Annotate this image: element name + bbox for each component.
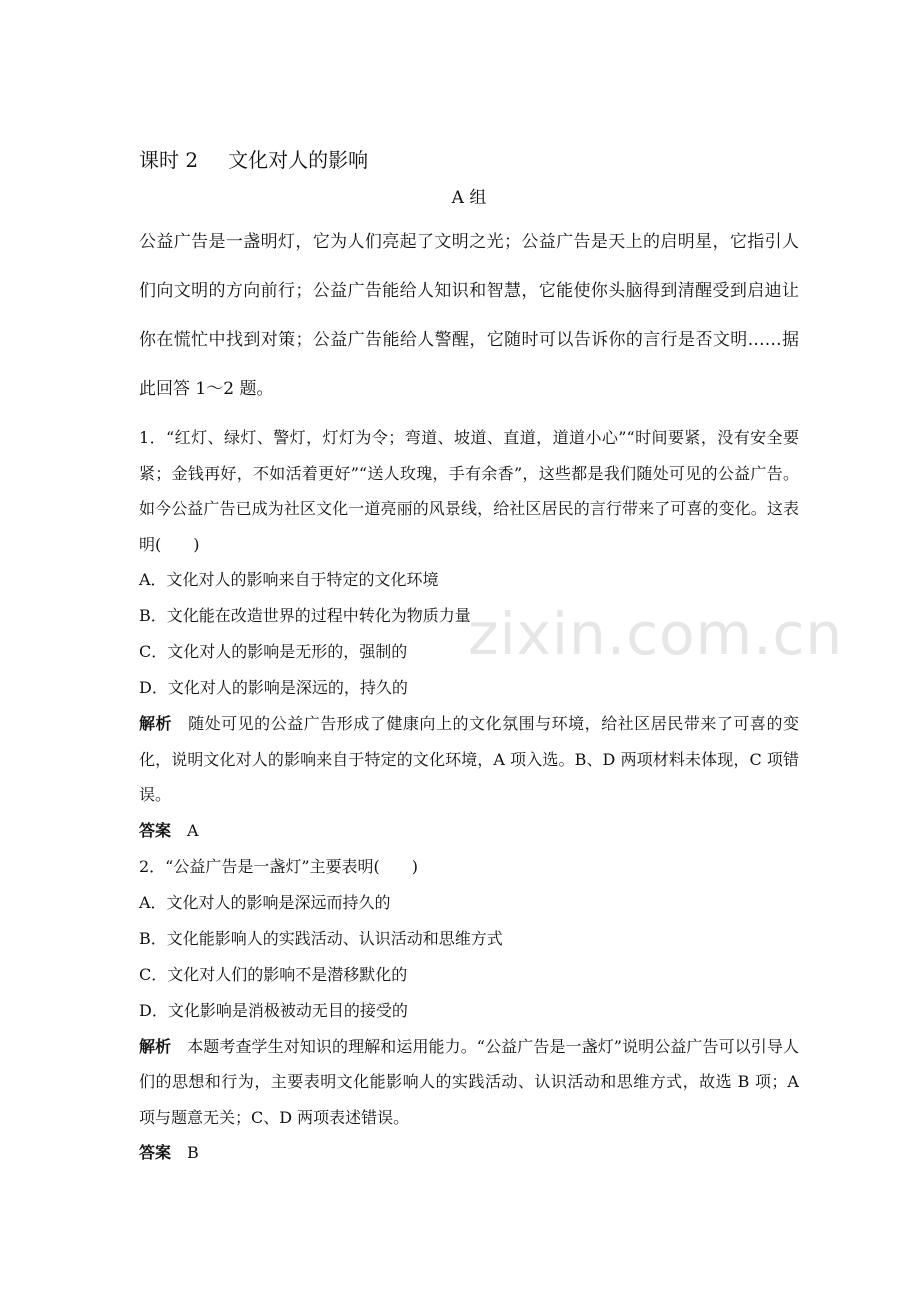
analysis-label: 解析 (139, 714, 173, 733)
question-1 (139, 420, 799, 849)
analysis-label: 解析 (139, 1036, 172, 1056)
question-stem: 2．“公益广告是一盏灯”主要表明( ) (139, 856, 419, 876)
option-b: B．文化能影响人的实践活动、认识活动和思维方式 (139, 928, 503, 948)
answer-value: A (187, 820, 199, 840)
answer (139, 813, 799, 849)
question-stem: 1．“红灯、绿灯、警灯，灯灯为令；弯道、坡道、直道，道道小心”“时间要紧，没有安全要紧；金钱再好，不如活着更好”“送人玫瑰，手有余香”，这些都是我们随处可见的公益广告。如今公益广告已成为社区文化一道亮丽的风景线，给社区居民的言行带来了可喜的变化。这表明( ) (139, 428, 799, 554)
lesson-title (139, 140, 799, 180)
answer-label: 答案 (139, 1143, 172, 1162)
intro-tail: 据此回答 1～2 题。 (139, 330, 799, 399)
lesson-number: 课时 2 (139, 148, 199, 172)
option-d: D．文化影响是消极被动无目的接受的 (139, 1000, 408, 1020)
analysis-text: 本题考查学生对知识的理解和运用能力。“公益广告是一盏灯”说明公益广告可以引导人们的思想和行为，主要表明文化能影响人的实践活动、认识活动和思维方式，故选 B 项；A 项与题意无关；C、D 两项表述错误。 (139, 1036, 799, 1127)
answer-value: B (187, 1143, 199, 1162)
option-c: C．文化对人的影响是无形的，强制的 (139, 642, 408, 661)
analysis-text: 随处可见的公益广告形成了健康向上的文化氛围与环境，给社区居民带来了可喜的变化，说明文化对人的影响来自于特定的文化环境，A 项入选。B、D 两项材料未体现，C 项错误。 (139, 714, 799, 804)
intro-text: 公益广告是一盏明灯，它为人们亮起了文明之光；公益广告是天上的启明星，它指引人们向文明的方向前行；公益广告能给人知识和智慧，它能使你头脑得到清醒受到启迪让你在慌忙中找到对策；公益广告能给人警醒，它随时可以告诉你的言行是否文明…… (139, 232, 799, 350)
intro-paragraph (139, 218, 799, 414)
option-a: A．文化对人的影响来自于特定的文化环境 (139, 570, 439, 589)
option-d: D．文化对人的影响是深远的，持久的 (139, 678, 408, 697)
document-content (139, 140, 799, 1171)
option-c: C．文化对人们的影响不是潜移默化的 (139, 964, 408, 984)
answer (139, 1135, 799, 1171)
option-b: B．文化能在改造世界的过程中转化为物质力量 (139, 606, 471, 625)
watermark: zixin.com.cn (468, 600, 844, 668)
analysis (139, 706, 799, 813)
group-title: A 组 (451, 188, 487, 208)
question-2 (139, 849, 799, 1172)
option-a: A．文化对人的影响是深远而持久的 (139, 892, 391, 912)
lesson-name: 文化对人的影响 (228, 148, 369, 172)
answer-label: 答案 (139, 820, 172, 840)
analysis (139, 1029, 799, 1136)
